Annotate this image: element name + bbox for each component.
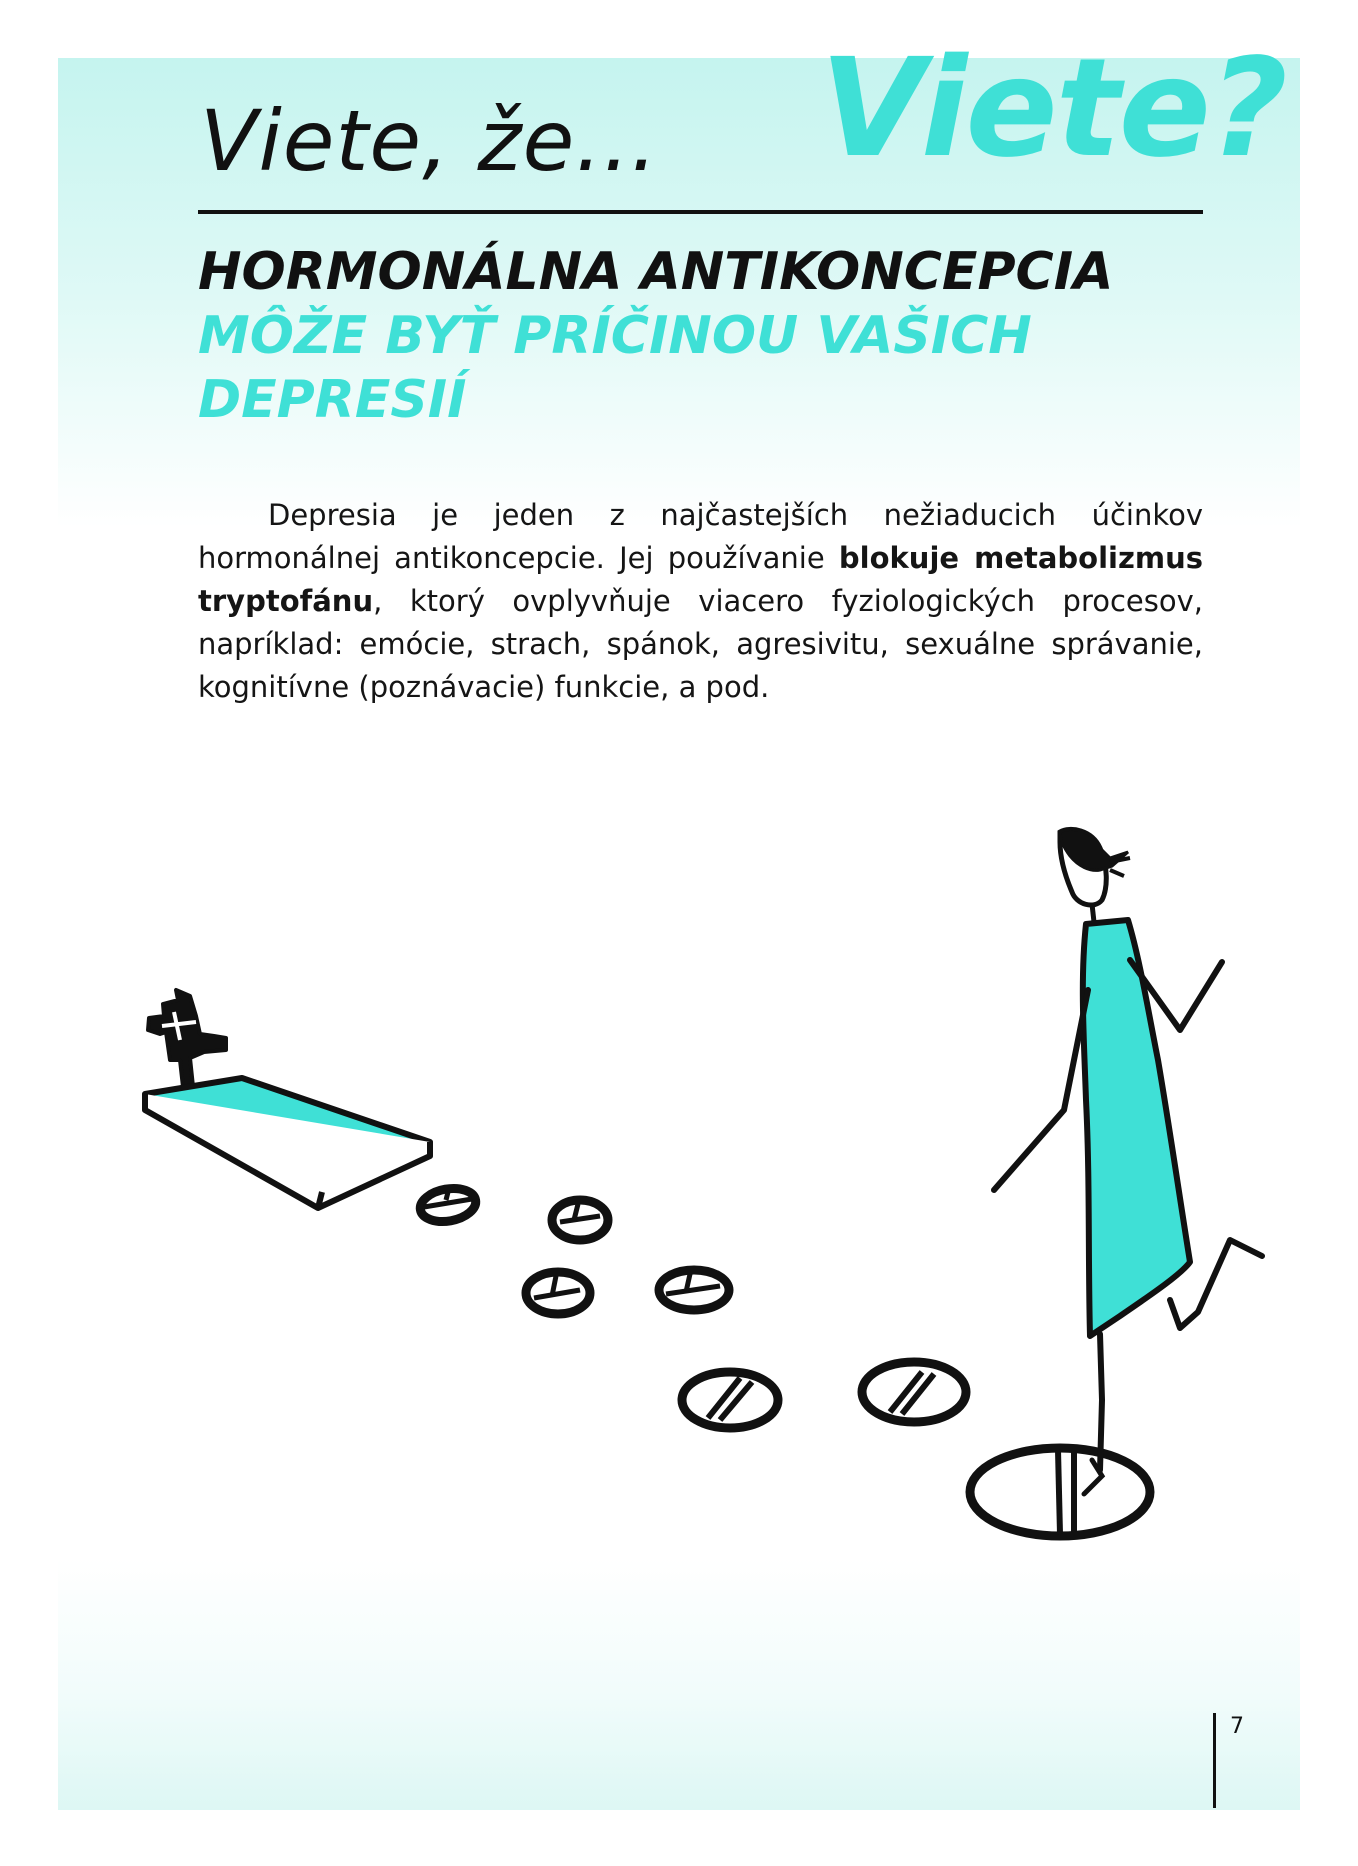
watermark-title: Viete? <box>820 30 1286 188</box>
section-kicker: Viete, že... <box>200 92 659 190</box>
body-text-part-1: Depresia je jeden z najčastejších nežiaducich účinkov hormonálnej antikoncepcie. Jej používanie <box>198 498 1203 575</box>
headline-line-1: HORMONÁLNA ANTIKONCEPCIA <box>198 242 1114 302</box>
grave-slab-icon <box>145 1078 430 1208</box>
page-number: 7 <box>1230 1714 1244 1739</box>
body-text-part-2: , ktorý ovplyvňuje viacero fyziologických procesov, napríklad: emócie, strach, spánok, agresivitu, sexuálne správanie, kognitívne (poznávacie) funkcie, a pod. <box>198 584 1203 704</box>
headline-line-2: MÔŽE BYŤ PRÍČINOU VAŠICH DEPRESIÍ <box>198 306 1032 430</box>
body-text-bold: blokuje metabolizmus tryptofánu <box>198 541 1203 618</box>
page-number-bar <box>1213 1713 1216 1808</box>
pill-icon <box>418 1184 1150 1536</box>
woman-figure-icon <box>994 829 1262 1494</box>
